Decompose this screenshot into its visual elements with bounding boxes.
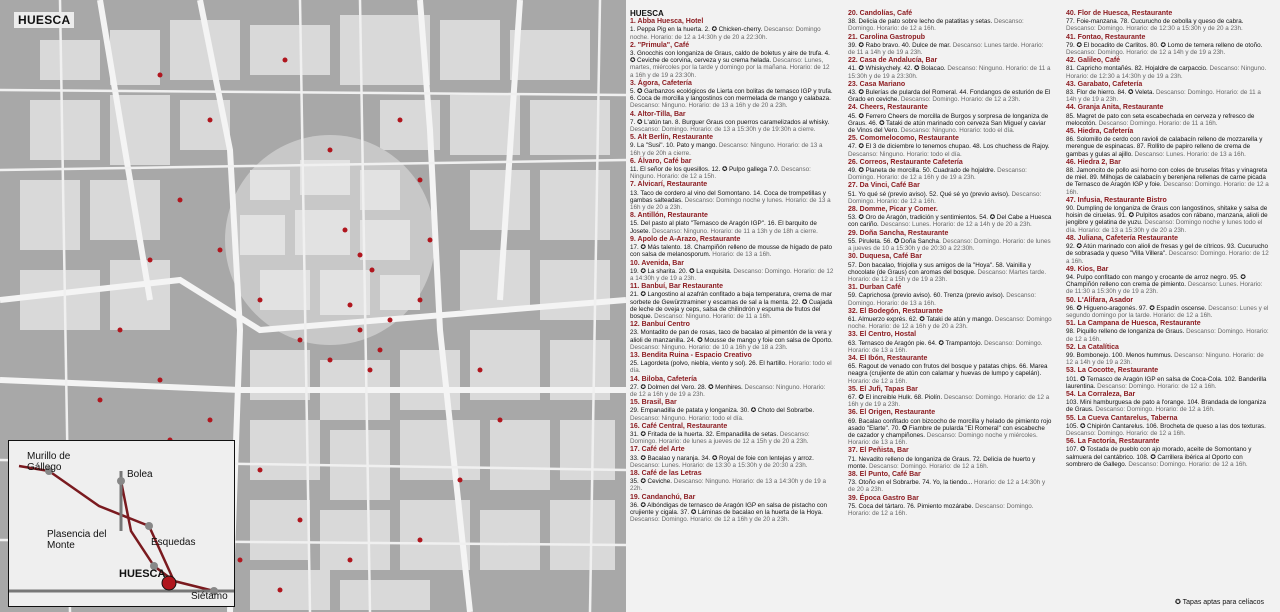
venue-name: 32. El Bodegón, Restaurante <box>848 307 943 315</box>
venue-schedule: Descanso: Domingo. Horario: de 12 a 16h. <box>1066 328 1269 343</box>
venue-entry <box>1066 113 1270 127</box>
venue-schedule: Descanso: Ninguno. Horario: de 13 a 14:30h y de 19 a 22h. <box>630 478 827 493</box>
venue-schedule: Descanso: Lunes y el segundo domingo por la tarde. Horario: de 12 a 16h. <box>1066 304 1269 319</box>
tapa-dishes: 47. ✪ El 3 de diciembre lo tenemos chupao. 48. Los chuchess de Rajoy. <box>848 143 1050 151</box>
venue-name: 11. Banbuí, Bar Restaurante <box>630 283 723 291</box>
venue-name: 53. La Cocotte, Restaurante <box>1066 367 1159 375</box>
venue-entry <box>848 292 1052 306</box>
venue-schedule: Descanso: Domingo noche y lunes todo el día. Horario: de 13 a 15:30h y de 20 a 23h. <box>1066 219 1263 234</box>
venue-entry <box>630 502 834 524</box>
venue-name: 22. Casa de Andalucía, Bar <box>848 57 938 65</box>
venue-entry <box>630 455 834 469</box>
venue-schedule: Descanso: Domingo. Horario: de 12:30 a 15:30h y de 20 a 23h. <box>1066 25 1243 33</box>
venue-schedule: Descanso: Lunes. Horario: de 12 a 14h y de 20 a 23h. <box>880 221 1032 229</box>
venue-schedule: Descanso: Domingo. Horario: de 12 a 16h y de 19 a 23h. <box>848 167 1027 182</box>
venue-schedule: Descanso: Ninguno. Horario: de 11 a 15:30h y de 19 a 23:30h. <box>848 65 1051 80</box>
venue-schedule: Descanso: Ninguno. Horario: de 11 a 16h. <box>654 312 772 320</box>
venue-schedule: Descanso: Domingo. Horario: de 11 a 16h. <box>1098 119 1218 127</box>
venue-schedule: Descanso: Domingo noche. Horario: de 12 a 14:30h y de 20 a 22:30h. <box>630 26 821 41</box>
venue-name: 56. La Factoría, Restaurante <box>1066 438 1160 446</box>
venue-name: 1. Abba Huesca, Hotel <box>630 18 704 26</box>
venue-schedule: Descanso: Domingo. Horario: de 12 a 14:30h y de 19 a 23h. <box>630 267 834 282</box>
venue-name: 29. Doña Sancha, Restaurante <box>848 229 949 237</box>
venue-entry <box>1066 89 1270 103</box>
venue-schedule: Descanso: Domingo. Horario: de 12 a 23h. <box>900 96 1021 104</box>
venue-schedule: Descanso: Lunes. Horario: de 13:30 a 15:30h y de 20:30 a 23h. <box>630 461 808 469</box>
venue-entry <box>848 18 1052 32</box>
tapa-dishes: 55. Piruleta. 56. ✪ Doña Sancha. <box>848 237 943 245</box>
venue-schedule: Descanso: Domingo. Horario: de 12 a 16h. <box>848 190 1042 205</box>
venue-schedule: Descanso: Domingo. Horario: de 12 a 16h. <box>1066 429 1186 437</box>
venue-schedule: Descanso: Domingo. Horario: de 12 a 14h y de 19 a 23h. <box>1066 49 1226 57</box>
venue-name: 30. Duquesa, Café Bar <box>848 253 922 261</box>
venue-name: 36. El Origen, Restaurante <box>848 409 936 417</box>
venue-schedule: Descanso: Domingo. Horario: de 12 a 16h. <box>1128 460 1248 468</box>
venue-name: 27. Da Vinci, Café Bar <box>848 182 920 190</box>
tapa-dishes: 3. Gnocchis con longaniza de Graus, caldo de boletus y aire de trufa. 4. ✪ Ceviche de corvina, cerveza y su crema helada. <box>630 50 830 65</box>
venue-name: 7. Alvicarí, Restaurante <box>630 181 708 189</box>
venue-entry <box>630 268 834 282</box>
venue-name: 6. Álvaro, Café bar <box>630 157 692 165</box>
venue-name: 2. "Primula", Café <box>630 41 690 49</box>
venue-schedule: Descanso: Ninguno. Horario: de 11 a 13h y de 18h a cierre. <box>652 227 818 235</box>
tapa-dishes: 98. Piquillo relleno de longaniza de Graus. <box>1066 328 1187 336</box>
tapa-dishes: 13. Taco de cordero al vino del Somontano. 14. Coca de trompetillas y gambas salteadas. <box>630 189 826 204</box>
tapa-dishes: 57. Don bacalao, friojolla y sus amigos de la "Hoya". 58. Vainilla y chocolate (de Graus) con aromas del bosque. <box>848 261 1031 276</box>
venue-schedule: Descanso: Ninguno. Horario: todo el día. <box>630 414 744 422</box>
venue-name: 34. El Ibón, Restaurante <box>848 354 928 362</box>
venue-schedule: Descanso: Domingo. Horario: de 13 a 16h. <box>848 339 1043 354</box>
map-title: HUESCA <box>14 12 74 28</box>
venue-schedule: Horario: de 12 a 16h. <box>848 377 908 385</box>
tapa-dishes: 101. ✪ Ternasco de Aragón IGP en salsa de Coca-Cola. 102. Banderilla laurentina. <box>1066 375 1267 390</box>
tapa-dishes: 51. Yo qué sé (previo aviso). 52. Qué sé yo (previo aviso). <box>848 190 1012 198</box>
venue-entry <box>630 407 834 421</box>
tapa-dishes: 88. Jamoncito de pollo asi horno con coles de bruselas fritas y vinagreta de miel. 89. Milhojas de calabacín y berenjena rellenas de carne picada de Ternasco de Aragón IGP y foie. <box>1066 167 1268 189</box>
venue-entry <box>1066 328 1270 342</box>
inset-town-esquedas: Esquedas <box>151 537 196 548</box>
venue-name: 31. Durban Café <box>848 284 902 292</box>
venue-entry <box>848 363 1052 385</box>
venue-name: 3. Ágora, Cafetería <box>630 79 692 87</box>
tapas-listing <box>630 10 1278 610</box>
venue-name: 28. Domme, Picar y Comer. <box>848 206 938 214</box>
venue-name: 44. Granja Anita, Restaurante <box>1066 104 1164 112</box>
celiac-legend: ✪ Tapas aptas para celíacos <box>1174 599 1264 606</box>
venue-entry <box>848 65 1052 79</box>
venue-name: 9. Apolo de A-Arazo, Restaurante <box>630 235 741 243</box>
venue-entry <box>630 431 834 445</box>
venue-name: 17. Café del Arte <box>630 446 685 454</box>
venue-entry <box>1066 65 1270 79</box>
listing-column-3 <box>1066 10 1270 469</box>
venue-entry <box>848 262 1052 284</box>
venue-schedule: Descanso: Domingo. Horario: de 12 a 16h. <box>1095 406 1215 414</box>
venue-entry <box>1066 305 1270 319</box>
venue-schedule: Descanso: Lunes. Horario: de 13 a 16h. <box>1134 150 1246 158</box>
tapa-dishes: 90. Dumpling de longaniza de Graus con langostinos, shitake y salsa de hoisin de ciruelas. 91. ✪ Pulpitos asados con rábano, manzana, alioli de jengibre y gelatina de yuzu. <box>1066 205 1268 227</box>
tapa-dishes: 7. ✪ L'atún tan. 8. Burguer Graus con puerros caramelizados al whisky. <box>630 118 830 126</box>
tapa-dishes: 73. Otoño en el Sobrarbe. 74. Yo, la tiendo... <box>848 479 975 487</box>
inset-town-sietamo: Siétamo <box>191 591 228 602</box>
venue-entry <box>630 478 834 492</box>
venue-schedule: Descanso: Domingo. Horario: de 12 a 16h. <box>1066 250 1269 265</box>
venue-schedule: Descanso: Domingo. Horario: de lunes a jueves de 10 a 15:30h y de 20:30 a 22:30h. <box>848 237 1051 253</box>
venue-name: 49. Kios, Bar <box>1066 265 1109 273</box>
listing-heading: HUESCA <box>630 9 664 18</box>
venue-schedule: Descanso: Ninguno. Horario: de 12 a 14h y de 19 a 23h. <box>1066 351 1264 367</box>
tapa-dishes: 11. El señor de los quesillos. 12. ✪ Pulpo gallega 7.0. <box>630 166 782 174</box>
venue-name: 21. Carolina Gastropub <box>848 33 926 41</box>
tapa-dishes: 65. Ragout de venado con frutos del bosque y patatas chips. 66. Marea neagra (crujiente de atún con calamar y huevas de lumpo y capelán). <box>848 363 1048 378</box>
venue-entry <box>630 220 834 234</box>
inset-town-murillo: Murillo de Gállego <box>27 451 71 473</box>
venue-schedule: Descanso: Ninguno. Horario: de 12:30 a 14:30h y de 19 a 23h. <box>1066 65 1267 80</box>
tapa-dishes: 99. Bombonejo. 100. Menos hummus. <box>1066 351 1175 359</box>
venue-entry <box>848 191 1052 205</box>
venue-schedule: Descanso: Ninguno. Horario: de 13 a 16h y de 20h a cierre. <box>630 142 823 157</box>
venue-name: 4. Altor-Tilla, Bar <box>630 110 686 118</box>
tapa-dishes: 96. ✪ Higueno-aragonés. 97. ✪ Espadín oscense. <box>1066 304 1209 312</box>
region-inset-map <box>8 440 235 607</box>
venue-schedule: Horario: de 12 a 14:30h y de 20 a 23h. <box>848 479 1046 494</box>
venue-schedule: Descanso: Lunes, martes, miércoles por la tarde y domingo por la mañana. Horario: de 12 a 16h y de 19 a 23:30h. <box>630 57 830 79</box>
venue-entry <box>1066 167 1270 196</box>
venue-name: 52. La Catalítica <box>1066 343 1119 351</box>
venue-name: 26. Correos, Restaurante Cafetería <box>848 158 963 166</box>
venue-entry <box>848 503 1052 517</box>
tapa-dishes: 85. Magret de pato con seta escabechada en cerveza y refresco de melocotón. <box>1066 112 1255 127</box>
venue-entry <box>1066 18 1270 32</box>
venue-name: 24. Cheers, Restaurante <box>848 104 928 112</box>
venue-schedule: Descanso: Ninguno. Horario: de 12 a 16h y de 19 a 23h. <box>630 383 826 398</box>
tapa-dishes: 79. ✪ El bocadito de Carlitos. 80. ✪ Lomo de ternera relleno de otoño. <box>1066 41 1263 49</box>
tapa-dishes: 5. ✪ Garbanzos ecológicos de Lierta con bolitas de ternasco IGP y trufa. 6. Coca de morcilla y langostinos con mermelada de mango y calabaza. <box>630 88 833 103</box>
tapa-dishes: 59. Caprichosa (previo aviso). 60. Trenza (previo aviso). <box>848 292 1007 300</box>
venue-schedule: Descanso: Domingo noche y lunes. Horario: de 13 a 16h y de 20 a 23h. <box>630 196 831 212</box>
venue-name: 13. Bendita Ruina - Espacio Creativo <box>630 351 752 359</box>
venue-entry <box>848 214 1052 228</box>
venue-name: 33. El Centro, Hostal <box>848 331 917 339</box>
listing-column-2 <box>848 10 1052 518</box>
venue-entry <box>848 418 1052 447</box>
inset-town-plasencia: Plasencia del Monte <box>47 529 107 551</box>
venue-name: 46. Hiedra 2, Bar <box>1066 158 1121 166</box>
venue-name: 19. Candanchú, Bar <box>630 493 696 501</box>
venue-name: 48. Juliana, Cafetería Restaurante <box>1066 234 1179 242</box>
venue-schedule: Horario: de 13 a 16h. <box>712 251 772 259</box>
venue-name: 35. El Jufi, Tapas Bar <box>848 385 918 393</box>
tapa-dishes: 86. Solomillo de cerdo con ravioli de calabacín relleno de mozzarella y merengue de espinacas. 87. Rollito de papiro relleno de crema de gambas y gulas al ajillo. <box>1066 136 1263 158</box>
tapa-dishes: 29. Empanadilla de patata y longaniza. 30. ✪ Choto del Sobrarbe. <box>630 407 815 415</box>
venue-entry <box>1066 243 1270 265</box>
venue-schedule: Descanso: Domingo. Horario: de 12 a 16h. <box>1066 181 1269 196</box>
tapa-dishes: 63. Ternasco de Aragón pie. 64. ✪ Trampantojo. <box>848 339 985 347</box>
venue-name: 38. El Punto, Café Bar <box>848 470 921 478</box>
venue-entry <box>1066 423 1270 437</box>
tapa-dishes: 33. ✪ Bacalao y naranja. 34. ✪ Royal de foie con lentejas y arroz. <box>630 454 814 462</box>
venue-schedule: Descanso: Domingo. Horario: de 12 a 16h y de 19 a 23h. <box>848 393 1050 409</box>
venue-entry <box>848 456 1052 470</box>
venue-entry <box>1066 136 1270 158</box>
tapa-dishes: 107. ✪ Tostada de pueblo con ajo morado, aceite de Somontano y salmuera del cantábrico. 108. ✪ Carrillera ibérica al Oporto con sombrero de Gallego. <box>1066 446 1252 468</box>
venue-entry <box>848 238 1052 252</box>
tapa-dishes: 69. Bacalao confitado con bizcocho de morcilla y helado de pimiento rojo asado "Elarte". 70. ✪ Fiambre de pularda "El Romeral" con escabeche de cazador y champiñones. <box>848 417 1052 439</box>
tapa-dishes: 9. La "Susi". 10. Pato y mango. <box>630 142 719 150</box>
venue-entry <box>848 479 1052 493</box>
venue-entry <box>630 50 834 79</box>
venue-name: 25. Comomelocomo, Restaurante <box>848 135 959 143</box>
tapa-dishes: 103. Mini hamburguesa de pato a l'orange. 104. Brandada de longaniza de Graus. <box>1066 399 1267 414</box>
tapa-dishes: 19. ✪ La sharita. 20. ✪ La exquisita. <box>630 267 734 275</box>
venue-name: 20. Candolías, Café <box>848 10 913 17</box>
venue-schedule: Descanso: Domingo. Horario: de 12 a 16h. <box>869 462 989 470</box>
venue-schedule: Descanso: Domingo noche. Horario: de 12 a 16h y de 20 a 23h. <box>848 315 1052 331</box>
venue-entry <box>848 167 1052 181</box>
venue-schedule: Descanso: Ninguno. Horario: de 10 a 16h y de 18 a 23h. <box>630 343 788 351</box>
venue-schedule: Descanso: Domingo. Horario: de 12 a 16h. <box>848 18 1024 33</box>
venue-entry <box>630 291 834 320</box>
tapa-dishes: 49. ✪ Planeta de morcilla. 50. Cuadrado de hojaldre. <box>848 167 998 175</box>
venue-entry <box>630 329 834 351</box>
venue-schedule: Descanso: Domingo. Horario: de 12 a 16h. <box>848 502 1034 517</box>
venue-name: 41. Fontao, Restaurante <box>1066 33 1146 41</box>
venue-schedule: Descanso: Lunes tarde. Horario: de 11 a 14h y de 19 a 23h. <box>848 41 1044 57</box>
tapa-dishes: 67. ✪ El increible Hulk. 68. Piolín. <box>848 393 944 401</box>
venue-name: 55. La Cueva Cantarelus, Taberna <box>1066 414 1178 422</box>
venue-name: 14. Biloba, Cafetería <box>630 375 697 383</box>
venue-entry <box>1066 274 1270 296</box>
venue-schedule: Descanso: Ninguno. Horario: todo el día. <box>900 127 1015 135</box>
tapa-dishes: 21. ✪ Langostino al azafrán confitado a baja temperatura, crema de mar sorbete de Gewürztraminer y escamas de sal a la menta. 22. ✪ Cuajada de leche de oveja y ceps, salsa de chilindrón y espuma de frutos del bosque. <box>630 291 833 320</box>
tapa-dishes: 83. Flor de hierro. 84. ✪ Veleta. <box>1066 89 1156 97</box>
venue-entry <box>848 113 1052 135</box>
venue-entry <box>1066 376 1270 390</box>
venue-entry <box>630 360 834 374</box>
venue-schedule: Descanso: Domingo. Horario: de 12 a 16h y de 20 a 23h. <box>630 516 790 524</box>
tapa-dishes: 38. Delicia de pato sobre lecho de patatitas y setas. <box>848 18 994 26</box>
venue-entry <box>630 142 834 156</box>
venue-entry <box>1066 205 1270 234</box>
venue-entry <box>1066 399 1270 413</box>
venue-name: 42. Galileo, Café <box>1066 57 1121 65</box>
tapa-dishes: 45. ✪ Ferrero Cheers de morcilla de Burgos y sorpresa de longaniza de Graus. 46. ✪ Tataki de atún marinado con cerveza San Miguel y caviar de Vinos del Vero. <box>848 112 1049 135</box>
venue-name: 54. La Corraleza, Bar <box>1066 390 1136 398</box>
tapa-dishes: 39. ✪ Rabo bravo. 40. Dulce de mar. <box>848 41 953 49</box>
venue-schedule: Descanso: Domingo. Horario: de 13 a 16h. <box>848 292 1036 307</box>
venue-name: 47. Infusia, Restaurante Bistro <box>1066 196 1167 204</box>
inset-town-huesca: HUESCA <box>119 568 166 580</box>
venue-entry <box>630 26 834 40</box>
tapa-dishes: 75. Coca del tártaro. 76. Pimiento mozárabe. <box>848 502 976 510</box>
venue-entry <box>630 119 834 133</box>
venue-name: 43. Garabato, Cafetería <box>1066 80 1143 88</box>
venue-schedule: Descanso: Lunes. Horario: de 11:30 a 15:30h y de 19 a 23h. <box>1066 281 1263 296</box>
venue-entry <box>1066 42 1270 56</box>
listing-column-1 <box>630 10 834 524</box>
city-map[interactable] <box>0 0 626 612</box>
tapa-dishes: 94. Pulpo confitado con mango y crocante de arroz negro. 95. ✪ Champiñón relleno con crema de pimiento. <box>1066 273 1246 289</box>
venue-name: 16. Café Central, Restaurante <box>630 422 728 430</box>
venue-entry <box>630 244 834 258</box>
tapa-dishes: 41. ✪ Whiskychely. 42. ✪ Bolacao. <box>848 65 948 73</box>
venue-schedule: Descanso: Ninguno. Horario: todo el día. <box>848 150 962 158</box>
venue-name: 8. Antillón, Restaurante <box>630 212 708 220</box>
tapa-dishes: 71. Nevadito relleno de longaniza de Graus. 72. Delicia de huerto y monte. <box>848 455 1036 470</box>
tapa-dishes: 25. Lagordeta (polvo, niebla, viento y sol). 26. El hartillo. <box>630 360 789 368</box>
inset-town-bolea: Bolea <box>127 469 153 480</box>
tapa-dishes: 1. Peppa Pig en la huerta. 2. ✪ Chicken-cherry. <box>630 26 764 34</box>
tapa-dishes: 17. ✪ Más talento. 18. Champiñón relleno de mousse de hígado de pato con salsa de melanosporum. <box>630 244 833 259</box>
venue-schedule: Descanso: Ninguno. Horario: de 12 a 15h. <box>630 166 811 181</box>
venue-name: 12. Banbuí Centro <box>630 321 690 329</box>
venue-name: 40. Flor de Huesca, Restaurante <box>1066 10 1173 17</box>
venue-schedule: Descanso: Martes tarde. Horario: de 12 a 15h y de 19 a 23h. <box>848 268 1047 283</box>
venue-name: 39. Época Gastro Bar <box>848 494 919 502</box>
venue-name: 51. La Campana de Huesca, Restaurante <box>1066 320 1201 328</box>
tapa-dishes: 61. Almuerzo exprés. 62. ✪ Tataki de atún y mango. <box>848 315 995 323</box>
venue-name: 10. Avenida, Bar <box>630 259 684 267</box>
venue-schedule: Descanso: Domingo. Horario: de 13 a 15:30h y de 19:30h a cierre. <box>630 126 816 134</box>
venue-schedule: Descanso: Domingo noche y miércoles. Horario: de 13 a 16h. <box>848 431 1038 447</box>
venue-schedule: Descanso: Domingo. Horario: de 11 a 14h y de 19 a 23h. <box>1066 89 1261 104</box>
tapa-dishes: 77. Foie-manzana. 78. Cucurucho de cebolla y queso de cabra. <box>1066 18 1244 26</box>
venue-name: 15. Brasil, Bar <box>630 399 677 407</box>
venue-entry <box>630 190 834 212</box>
venue-entry <box>1066 446 1270 468</box>
venue-entry <box>630 166 834 180</box>
venue-entry <box>848 89 1052 103</box>
venue-entry <box>1066 352 1270 366</box>
venue-entry <box>630 384 834 398</box>
tapa-dishes: 43. ✪ Bulerías de pularda del Romeral. 44. Fondangos de esturión de El Grado en ceviche. <box>848 89 1051 104</box>
venue-schedule: Horario: todo el día. <box>630 360 832 375</box>
venue-name: 45. Hiedra, Cafetería <box>1066 128 1134 136</box>
tapa-dishes: 81. Capricho montañés. 82. Hojaldre de carpaccio. <box>1066 65 1210 73</box>
venue-name: 23. Casa Mariano <box>848 80 906 88</box>
tapa-dishes: 31. ✪ Fritada de la huerta. 32. Empanadilla de setas. <box>630 430 780 438</box>
venue-name: 5. Alt Berlín, Restaurante <box>630 134 713 142</box>
venue-name: 50. L'Alifara, Asador <box>1066 296 1134 304</box>
tapa-dishes: 53. ✪ Oro de Aragón, tradición y sentimientos. 54. ✪ Del Cabe a Huesca con cariño. <box>848 214 1052 229</box>
tapa-dishes: 23. Montadito de pan de rosas, taco de bacalao al pimentón de la vera y alioli de manzanilla. 24. ✪ Mousse de mango y foie con salsa de Oporto. <box>630 329 833 344</box>
venue-schedule: Descanso: Domingo. Horario: de 12 a 16h. <box>1097 382 1217 390</box>
venue-entry <box>848 143 1052 157</box>
tapa-dishes: 15. Del pasto al plato "Ternasco de Aragón IGP". 16. El barquito de Josete. <box>630 220 817 235</box>
tapa-dishes: 105. ✪ Chipirón Cantarelus. 106. Brocheta de queso a las dos texturas. <box>1066 422 1266 430</box>
venue-entry <box>630 88 834 110</box>
tapa-dishes: 92. ✪ Atún marinado con alioli de fresas y gel de cítricos. 93. Cucurucho de sobrasada y queso "Villa Villera". <box>1066 243 1268 258</box>
tapa-dishes: 27. ✪ Dolmen del Vero. 28. ✪ Menhires. <box>630 383 745 391</box>
venue-entry <box>848 340 1052 354</box>
tapa-dishes: 36. ✪ Albóndigas de ternasco de Aragón IGP en salsa de pistacho con crujiente y cigala. 37. ✪ Láminas de bacalao en la huerta de la Hoya. <box>630 501 827 516</box>
venue-entry <box>848 316 1052 330</box>
venue-entry <box>848 42 1052 56</box>
tapa-dishes: 35. ✪ Ceviche. <box>630 478 674 486</box>
venue-name: 37. El Peñista, Bar <box>848 447 909 455</box>
venue-schedule: Descanso: Ninguno. Horario: de 13 a 16h y de 20 a 23h. <box>630 102 788 110</box>
venue-name: 18. Café de las Letras <box>630 469 702 477</box>
venue-schedule: Descanso: Domingo. Horario: de lunes a jueves de 12 a 15h y de 20 a 23h. <box>630 430 810 446</box>
venue-entry <box>848 394 1052 408</box>
